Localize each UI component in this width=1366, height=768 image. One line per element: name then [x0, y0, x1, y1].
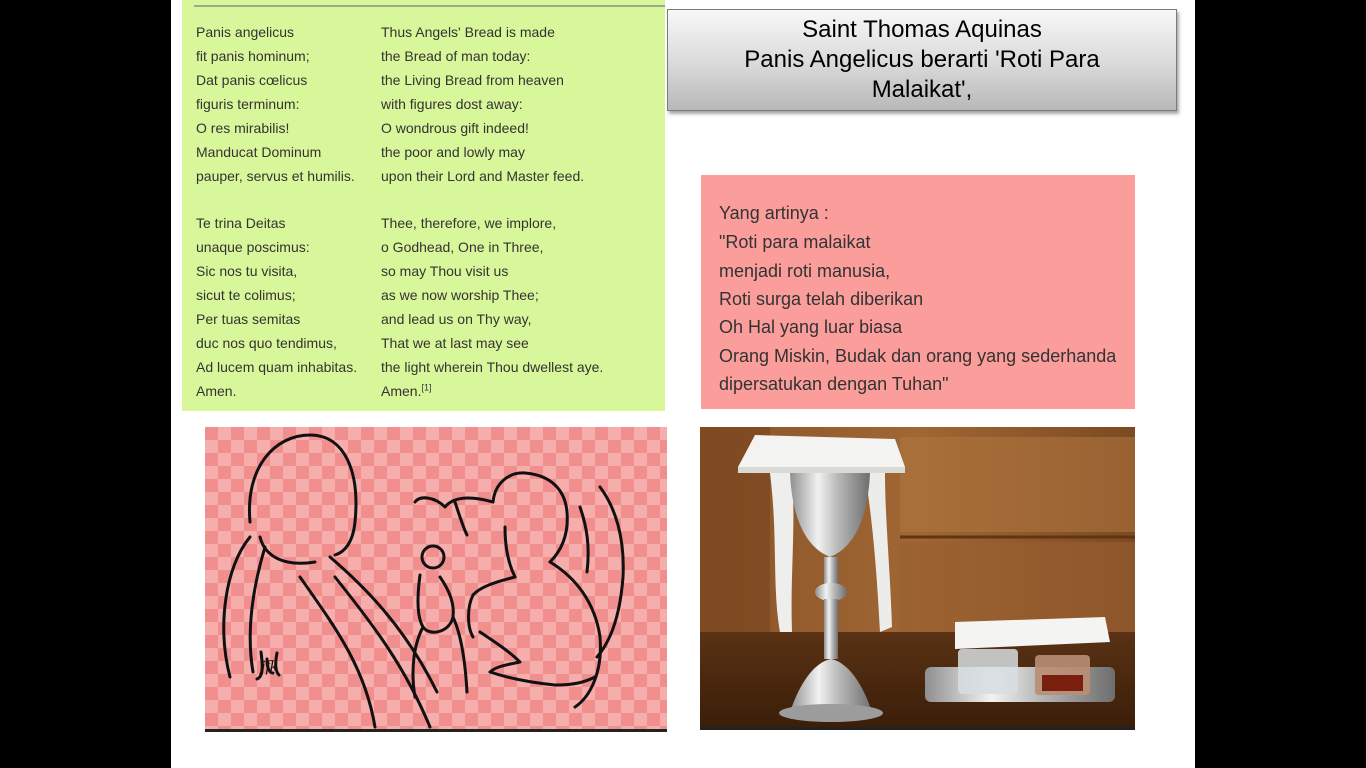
translation-line: Yang artinya : [719, 203, 829, 223]
english-line: Thus Angels' Bread is made [381, 24, 555, 40]
latin-line: Dat panis cœlicus [196, 72, 308, 88]
translation-line: Oh Hal yang luar biasa [719, 317, 903, 337]
divider [194, 5, 665, 7]
english-line-amen [381, 379, 661, 403]
latin-line: Panis angelicus [196, 24, 295, 40]
english-line: O wondrous gift indeed! [381, 120, 529, 136]
slide [171, 0, 1195, 768]
english-lyrics-column [381, 20, 661, 403]
priest-head-outline [249, 435, 355, 555]
latin-line: duc nos quo tendimus, [196, 335, 337, 351]
english-line: Thee, therefore, we implore, [381, 215, 557, 231]
english-line: as we now worship Thee; [381, 287, 539, 303]
footnote-link[interactable]: [1] [421, 382, 432, 393]
latin-line: figuris terminum: [196, 96, 300, 112]
english-line: the Bread of man today: [381, 48, 531, 64]
translation-line: Roti surga telah diberikan [719, 289, 924, 309]
communion-line-art [205, 427, 667, 729]
communion-drawing [205, 427, 667, 732]
english-line: the poor and lowly may [381, 144, 525, 160]
chalice-illustration [700, 427, 1135, 727]
translation-line: dipersatukan dengan Tuhan" [719, 374, 949, 394]
latin-lyrics-column [196, 20, 376, 403]
english-line: the light wherein Thou dwellest aye. [381, 359, 604, 375]
latin-line: fit panis hominum; [196, 48, 310, 64]
host-wafer [422, 546, 444, 568]
english-line: That we at last may see [381, 335, 529, 351]
translation-panel [701, 175, 1135, 409]
latin-line: Te trina Deitas [196, 215, 286, 231]
latin-line: sicut te colimus; [196, 287, 296, 303]
latin-line: Sic nos tu visita, [196, 263, 298, 279]
slide-title-box [667, 9, 1177, 111]
latin-line: Manducat Dominum [196, 144, 322, 160]
pall-cover [738, 435, 905, 467]
translation-line: "Roti para malaikat [719, 232, 871, 252]
chalice-photo [700, 427, 1135, 730]
english-line: and lead us on Thy way, [381, 311, 532, 327]
stanza-gap [381, 188, 661, 211]
latin-line: O res mirabilis! [196, 120, 290, 136]
title-line-2: Panis Angelicus berarti 'Roti Para Malaikat', [744, 46, 1100, 103]
latin-line: Amen. [196, 383, 237, 399]
artist-signature: jfk [261, 658, 277, 675]
english-amen: Amen. [381, 383, 422, 399]
english-line: so may Thou visit us [381, 263, 509, 279]
english-line: the Living Bread from heaven [381, 72, 564, 88]
stanza-gap [196, 188, 376, 211]
latin-line: Ad lucem quam inhabitas. [196, 359, 358, 375]
hymn-lyrics-panel [182, 0, 665, 411]
latin-line: pauper, servus et humilis. [196, 168, 355, 184]
translation-line: Orang Miskin, Budak dan orang yang sederhanda [719, 346, 1117, 366]
latin-line: Per tuas semitas [196, 311, 301, 327]
water-cruet [958, 649, 1018, 694]
latin-line: unaque poscimus: [196, 239, 310, 255]
english-line: o Godhead, One in Three, [381, 239, 544, 255]
english-line: with figures dost away: [381, 96, 523, 112]
title-line-1: Saint Thomas Aquinas [802, 16, 1042, 43]
english-line: upon their Lord and Master feed. [381, 168, 585, 184]
translation-line: menjadi roti manusia, [719, 261, 891, 281]
